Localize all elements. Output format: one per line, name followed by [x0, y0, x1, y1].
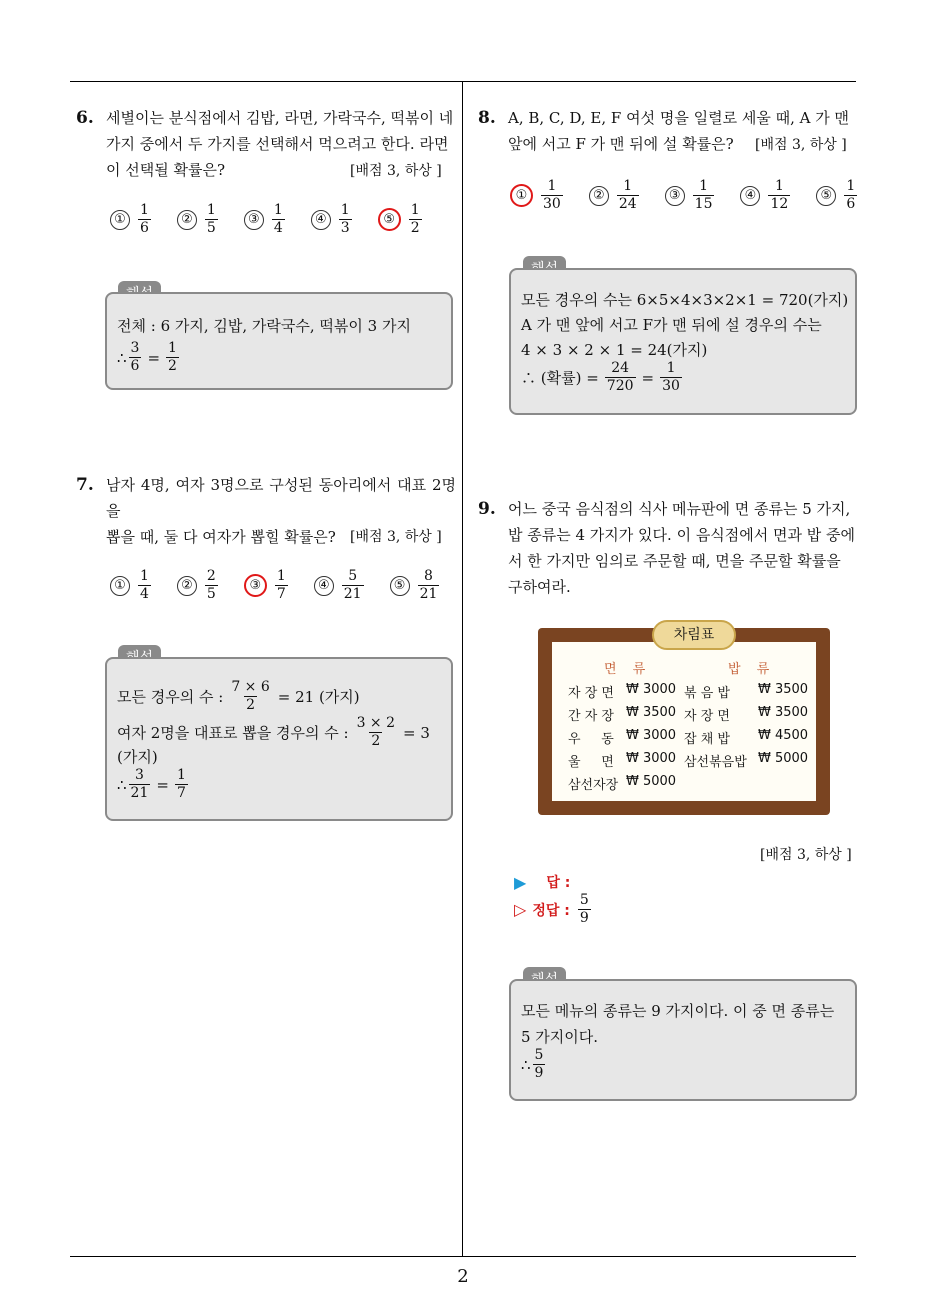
- choice-fraction: [409, 202, 422, 237]
- choice-mark: ①: [110, 210, 130, 230]
- bottom-rule: [70, 1256, 856, 1257]
- frac-den: 30: [662, 378, 680, 394]
- choice-fraction: [768, 178, 790, 213]
- question-9-line: 구하여라.: [508, 578, 571, 596]
- menu-item-name: 볶 음 밥: [684, 686, 730, 701]
- frac-num: 3 × 2: [356, 715, 396, 731]
- choice-mark: ④: [314, 576, 334, 596]
- menu-row: [568, 774, 684, 793]
- frac-den: 4: [140, 586, 149, 602]
- choice-1[interactable]: [110, 202, 153, 237]
- frac-den: 2: [246, 697, 255, 713]
- equals-sign: =: [147, 348, 161, 367]
- frac-num: 1: [774, 178, 784, 194]
- choice-2[interactable]: [589, 178, 641, 213]
- choice-mark: ②: [177, 576, 197, 596]
- menu-item-price: ₩ 3000: [626, 751, 677, 766]
- choice-3[interactable]: [244, 202, 287, 237]
- choice-5-selected[interactable]: [378, 202, 424, 237]
- question-8-line: 앞에 서고 F 가 맨 뒤에 설 확률은?: [508, 135, 734, 153]
- explanation-line: [521, 1047, 547, 1082]
- choice-fraction: [138, 202, 151, 237]
- choice-5[interactable]: [390, 568, 442, 603]
- question-6-line: 세별이는 분식점에서 김밥, 라면, 가락국수, 떡볶이 네: [106, 109, 454, 127]
- menu-item-price: ₩ 4500: [758, 728, 809, 743]
- fraction: [175, 767, 188, 802]
- frac-num: 24: [611, 360, 630, 376]
- frac-num: 1: [140, 568, 149, 584]
- explanation-line: A 가 맨 앞에 서고 F가 맨 뒤에 설 경우의 수는: [521, 316, 822, 334]
- fraction: [660, 360, 682, 395]
- question-6-line: 이 선택될 확률은?: [106, 161, 226, 179]
- fraction: [129, 340, 142, 375]
- menu-item-name: 삼선자장: [568, 778, 619, 793]
- explanation-line: 전체 : 6 가지, 김밥, 가락국수, 떡볶이 3 가지: [117, 317, 411, 335]
- question-9-number: 9.: [478, 499, 496, 519]
- column-divider: [462, 81, 463, 1256]
- fraction: [229, 679, 271, 714]
- menu-item-name: 자 장 면: [568, 686, 614, 701]
- question-8-number: 8.: [478, 108, 496, 128]
- frac-den: 6: [140, 220, 149, 236]
- equals-sign: =: [641, 368, 655, 387]
- choice-mark: ⑤: [378, 208, 401, 231]
- choice-mark: ②: [177, 210, 197, 230]
- explanation-line: [117, 679, 360, 714]
- explanation-line: 모든 메뉴의 종류는 9 가지이다. 이 중 면 종류는: [521, 1002, 835, 1020]
- frac-den: 21: [130, 785, 149, 801]
- choice-5[interactable]: [816, 178, 859, 213]
- frac-num: 1: [176, 767, 186, 783]
- frac-den: 9: [534, 1065, 544, 1081]
- menu-row: [568, 682, 816, 701]
- question-9-line: 서 한 가지만 임의로 주문할 때, 면을 주문할 확률을: [508, 552, 841, 570]
- therefore-symbol: ∴: [117, 775, 127, 794]
- choice-fraction: [339, 202, 352, 237]
- frac-den: 15: [694, 196, 713, 212]
- frac-num: 7 × 6: [231, 679, 270, 695]
- fraction: [605, 360, 636, 395]
- fraction: [129, 767, 151, 802]
- frac-num: 1: [699, 178, 709, 194]
- frac-num: 2: [206, 568, 216, 584]
- question-6-meta: [배점 3, 하상 ]: [350, 163, 442, 179]
- choice-mark: ④: [740, 186, 760, 206]
- frac-den: 3: [340, 220, 350, 236]
- correct-answer-fraction: [578, 892, 591, 927]
- frac-den: 7: [176, 785, 186, 801]
- frac-num: 1: [140, 202, 149, 218]
- frac-num: 1: [276, 568, 286, 584]
- frac-den: 21: [343, 586, 362, 602]
- explanation-line: [521, 360, 684, 395]
- menu-sign: 차림표: [652, 620, 736, 650]
- choice-mark: ③: [665, 186, 685, 206]
- menu-item-name: 우 동: [568, 732, 614, 747]
- menu-item-name: 울 면: [568, 755, 614, 770]
- choice-fraction: [342, 568, 364, 603]
- frac-num: 1: [410, 202, 420, 218]
- question-6-line: 가지 중에서 두 가지를 선택해서 먹으려고 한다. 라면: [106, 135, 449, 153]
- frac-den: 5: [206, 586, 216, 602]
- fraction: [166, 340, 179, 375]
- frac-den: 720: [606, 378, 634, 394]
- explanation-line: 모든 경우의 수는 6×5×4×3×2×1 = 720(가지): [521, 291, 849, 309]
- explanation-line: [117, 340, 181, 375]
- fraction: [355, 715, 397, 750]
- menu-row: [568, 705, 816, 724]
- choice-4[interactable]: [311, 202, 354, 237]
- question-9-line: 어느 중국 음식점의 식사 메뉴판에 면 종류는 5 가지,: [508, 500, 851, 518]
- explanation-line: [117, 715, 430, 750]
- choice-2[interactable]: [177, 568, 220, 603]
- question-7-meta: [배점 3, 하상 ]: [350, 529, 442, 545]
- frac-den: 4: [273, 220, 283, 236]
- menu-item-price: ₩ 3000: [626, 728, 677, 743]
- question-7-line: 남자 4명, 여자 3명으로 구성된 동아리에서 대표 2명을: [106, 476, 456, 520]
- frac-den: 7: [276, 586, 286, 602]
- menu-item-price: ₩ 3500: [758, 705, 809, 720]
- frac-den: 9: [579, 910, 589, 926]
- choice-4[interactable]: [740, 178, 792, 213]
- menu-row: [568, 751, 816, 770]
- question-8-explanation: [509, 268, 857, 415]
- frac-den: 12: [770, 196, 789, 212]
- question-6-explanation: [105, 292, 453, 390]
- menu-item-name: 삼선볶음밥: [684, 755, 747, 770]
- frac-den: 2: [371, 733, 381, 749]
- frac-num: 3: [130, 340, 140, 356]
- frac-num: 5: [348, 568, 358, 584]
- menu-item-name: 자 장 면: [684, 709, 730, 724]
- choice-mark: ①: [110, 576, 130, 596]
- expl-text: = 3: [403, 723, 430, 742]
- expl-text: ∴ (확률) =: [521, 368, 599, 387]
- choice-fraction: [205, 202, 218, 237]
- frac-den: 6: [846, 196, 856, 212]
- page-number: 2: [457, 1266, 469, 1287]
- frac-den: 6: [130, 358, 140, 374]
- choice-fraction: [272, 202, 285, 237]
- menu-row: [568, 728, 816, 747]
- choice-1-selected[interactable]: [510, 178, 565, 213]
- choice-mark: ⑤: [816, 186, 836, 206]
- question-9-meta: [배점 3, 하상 ]: [760, 847, 852, 863]
- therefore-symbol: ∴: [521, 1055, 531, 1074]
- menu-head-noodle: 면 류: [604, 662, 652, 677]
- choice-mark: ④: [311, 210, 331, 230]
- question-8-meta: [배점 3, 하상 ]: [755, 137, 847, 153]
- question-8-line: A, B, C, D, E, F 여섯 명을 일렬로 세울 때, A 가 맨: [508, 109, 849, 127]
- choice-fraction: [844, 178, 857, 213]
- play-outline-icon: ▷: [514, 900, 527, 919]
- menu-item-price: ₩ 5000: [758, 751, 809, 766]
- question-6-number: 6.: [76, 108, 94, 128]
- choice-3[interactable]: [665, 178, 717, 213]
- frac-num: 1: [273, 202, 283, 218]
- choice-fraction: [617, 178, 639, 213]
- choice-1[interactable]: [110, 568, 153, 603]
- choice-mark: ②: [589, 186, 609, 206]
- choice-fraction: [418, 568, 440, 603]
- frac-num: 3: [135, 767, 144, 783]
- correct-answer-label: 정답 :: [532, 902, 570, 919]
- frac-den: 21: [419, 586, 438, 602]
- question-6-choices: [110, 202, 448, 237]
- answer-label: 답 :: [546, 875, 571, 891]
- expl-text: 모든 경우의 수 :: [117, 687, 224, 706]
- expl-text: = 21 (가지): [277, 687, 360, 706]
- frac-num: 1: [623, 178, 633, 194]
- play-filled-icon: ▶: [514, 872, 527, 892]
- choice-fraction: [275, 568, 288, 603]
- menu-head-rice: 밥 류: [728, 662, 776, 677]
- frac-den: 2: [168, 358, 177, 374]
- frac-num: 1: [168, 340, 177, 356]
- choice-3-selected[interactable]: [244, 568, 290, 603]
- choice-2[interactable]: [177, 202, 220, 237]
- question-9-text: [508, 496, 858, 600]
- choice-4[interactable]: [314, 568, 366, 603]
- question-7-number: 7.: [76, 475, 94, 495]
- question-9-line: 밥 종류는 4 가지가 있다. 이 음식점에서 면과 밥 중에: [508, 526, 856, 544]
- question-7-explanation: [105, 657, 453, 821]
- menu-item-name: 간 자 장: [568, 709, 614, 724]
- expl-text: 여자 2명을 대표로 뽑을 경우의 수 :: [117, 723, 349, 742]
- explanation-line: [117, 767, 190, 802]
- choice-mark: ③: [244, 210, 264, 230]
- menu-item-price: ₩ 5000: [626, 774, 677, 789]
- question-8-choices: [510, 178, 883, 213]
- frac-den: 24: [618, 196, 637, 212]
- question-7-choices: [110, 568, 465, 603]
- choice-mark: ⑤: [390, 576, 410, 596]
- menu-item-price: ₩ 3500: [758, 682, 809, 697]
- frac-num: 1: [547, 178, 557, 194]
- frac-num: 8: [424, 568, 433, 584]
- menu-item-price: ₩ 3500: [626, 705, 677, 720]
- explanation-line: 5 가지이다.: [521, 1028, 599, 1046]
- question-9-explanation: [509, 979, 857, 1101]
- explanation-line: 4 × 3 × 2 × 1 = 24(가지): [521, 341, 708, 359]
- frac-num: 5: [579, 892, 589, 908]
- choice-mark: ③: [244, 574, 267, 597]
- frac-num: 1: [206, 202, 216, 218]
- frac-num: 1: [340, 202, 350, 218]
- explanation-line: (가지): [117, 748, 158, 766]
- choice-fraction: [693, 178, 715, 213]
- frac-num: 1: [666, 360, 676, 376]
- therefore-symbol: ∴: [117, 348, 127, 367]
- menu-item-price: ₩ 3000: [626, 682, 677, 697]
- choice-fraction: [205, 568, 218, 603]
- frac-den: 2: [410, 220, 420, 236]
- fraction: [533, 1047, 546, 1082]
- choice-fraction: [541, 178, 563, 213]
- choice-mark: ①: [510, 184, 533, 207]
- frac-den: 5: [206, 220, 216, 236]
- choice-fraction: [138, 568, 151, 603]
- top-rule: [70, 81, 856, 82]
- frac-num: 5: [534, 1047, 544, 1063]
- frac-den: 30: [543, 196, 561, 212]
- correct-answer-row: [514, 892, 593, 927]
- answer-row: [514, 872, 570, 892]
- equals-sign: =: [156, 775, 169, 794]
- menu-item-name: 잡 채 밥: [684, 732, 730, 747]
- frac-num: 1: [846, 178, 856, 194]
- question-7-line: 뽑을 때, 둘 다 여자가 뽑힐 확률은?: [106, 528, 336, 546]
